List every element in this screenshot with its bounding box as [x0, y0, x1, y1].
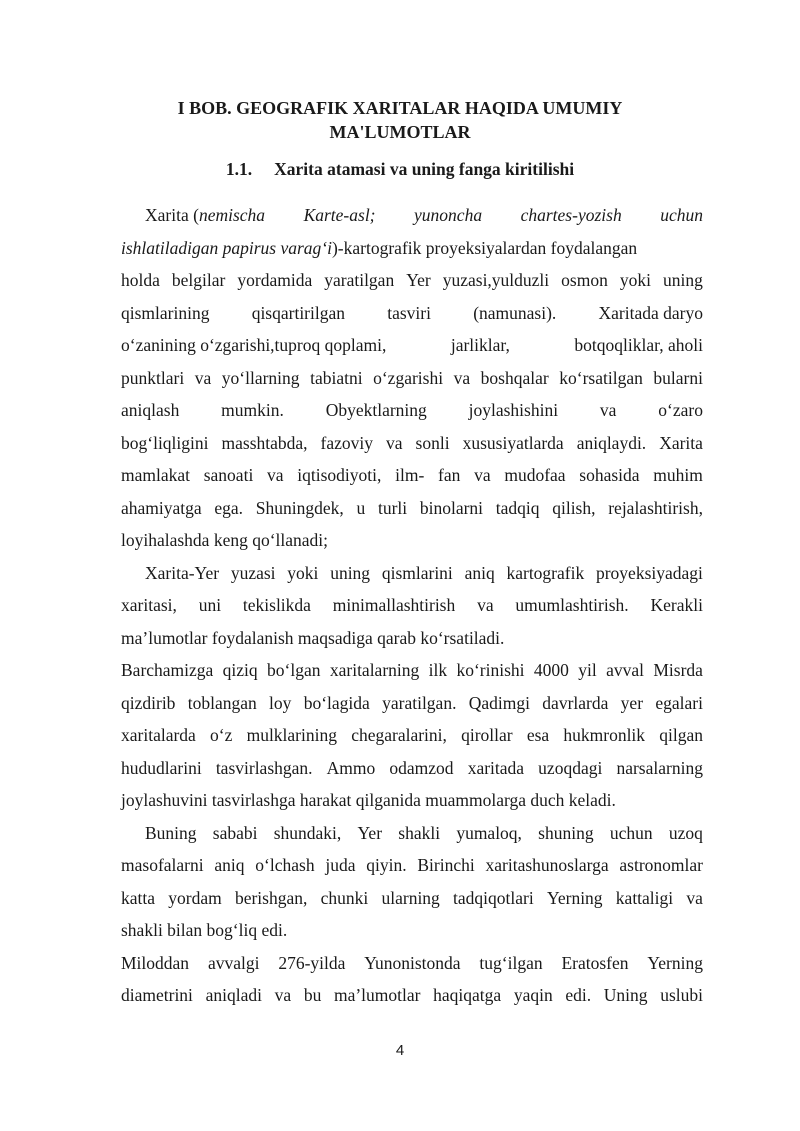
text-line: ishlatiladigan papirus varag‘i)-kartografik proyeksiyalardan foydalangan [121, 237, 638, 258]
chapter-title [120, 96, 680, 144]
text-line: xaritalarda o‘z mulklarining chegaralarini, qirollar esa hukmronlik qilgan [121, 725, 703, 745]
text-line: Xarita (nemischa Karte-asl; yunoncha chartes-yozish uchun [145, 205, 703, 225]
text-line: bog‘liqligini masshtabda, fazoviy va sonli xususiyatlarda aniqlaydi. Xarita [121, 432, 703, 453]
text-line: Buning sababi shundaki, Yer shakli yumaloq, shuning uchun uzoq [145, 822, 703, 843]
section-number: 1.1. [225, 159, 253, 179]
chapter-title-line-1: I BOB. GEOGRAFIK XARITALAR HAQIDA UMUMIY [177, 98, 623, 118]
text-line: loyihalashda keng qo‘llanadi; [121, 530, 329, 550]
text-line: Miloddan avvalgi 276-yilda Yunonistonda tug‘ilgan Eratosfen Yerning [121, 952, 703, 973]
text-line: hududlarini tasvirlashgan. Ammo odamzod xaritada uzoqdagi narsalarning [121, 757, 703, 778]
text-line: Barchamizga qiziq bo‘lgan xaritalarning ilk ko‘rinishi 4000 yil avval Misrda [121, 660, 703, 680]
text-line: katta yordam berishgan, chunki ularning tadqiqotlari Yerning kattaligi va [121, 887, 703, 908]
text-line: holda belgilar yordamida yaratilgan Yer yuzasi,yulduzli osmon yoki uning [121, 270, 703, 290]
chapter-title-line-2: MA'LUMOTLAR [329, 122, 471, 142]
text-line: ma’lumotlar foydalanish maqsadiga qarab ko‘rsatiladi. [121, 627, 505, 648]
text-line: qizdirib toblangan loy bo‘lagida yaratilgan. Qadimgi davrlarda yer egalari [121, 692, 703, 713]
text-line: shakli bilan bog‘liq edi. [121, 920, 288, 940]
text-line: joylashuvini tasvirlashga harakat qilganida muammolarga duch keladi. [121, 790, 616, 810]
text-line: masofalarni aniq o‘lchash juda qiyin. Birinchi xaritashunoslarga astronomlar [121, 855, 703, 875]
section-heading [120, 157, 680, 181]
text-line: mamlakat sanoati va iqtisodiyoti, ilm- fan va mudofaa sohasida muhim [121, 465, 703, 485]
text-line: aniqlash mumkin. Obyektlarning joylashishini va o‘zaro [121, 400, 703, 420]
text-line: ahamiyatga ega. Shuningdek, u turli binolarni tadqiq qilish, rejalashtirish, [121, 497, 703, 518]
text-line: qismlarining qisqartirilgan tasviri (namunasi). Xaritada daryo [121, 302, 703, 323]
text-line: punktlari va yo‘llarning tabiatni o‘zgarishi va boshqalar ko‘rsatilgan bularni [121, 367, 703, 388]
page-number: 4 [395, 1042, 405, 1059]
body-text [121, 199, 703, 1012]
text-line: xaritasi, uni tekislikda minimallashtirish va umumlashtirish. Kerakli [121, 595, 703, 615]
text-line: o‘zanining o‘zgarishi,tuproq qoplami, jarliklar, botqoqliklar, aholi [121, 335, 703, 355]
section-title: Xarita atamasi va uning fanga kiritilishi [274, 159, 575, 179]
text-line: diametrini aniqladi va bu ma’lumotlar haqiqatga yaqin edi. Uning uslubi [121, 985, 703, 1005]
text-line: Xarita-Yer yuzasi yoki uning qismlarini aniq kartografik proyeksiyadagi [145, 562, 703, 583]
